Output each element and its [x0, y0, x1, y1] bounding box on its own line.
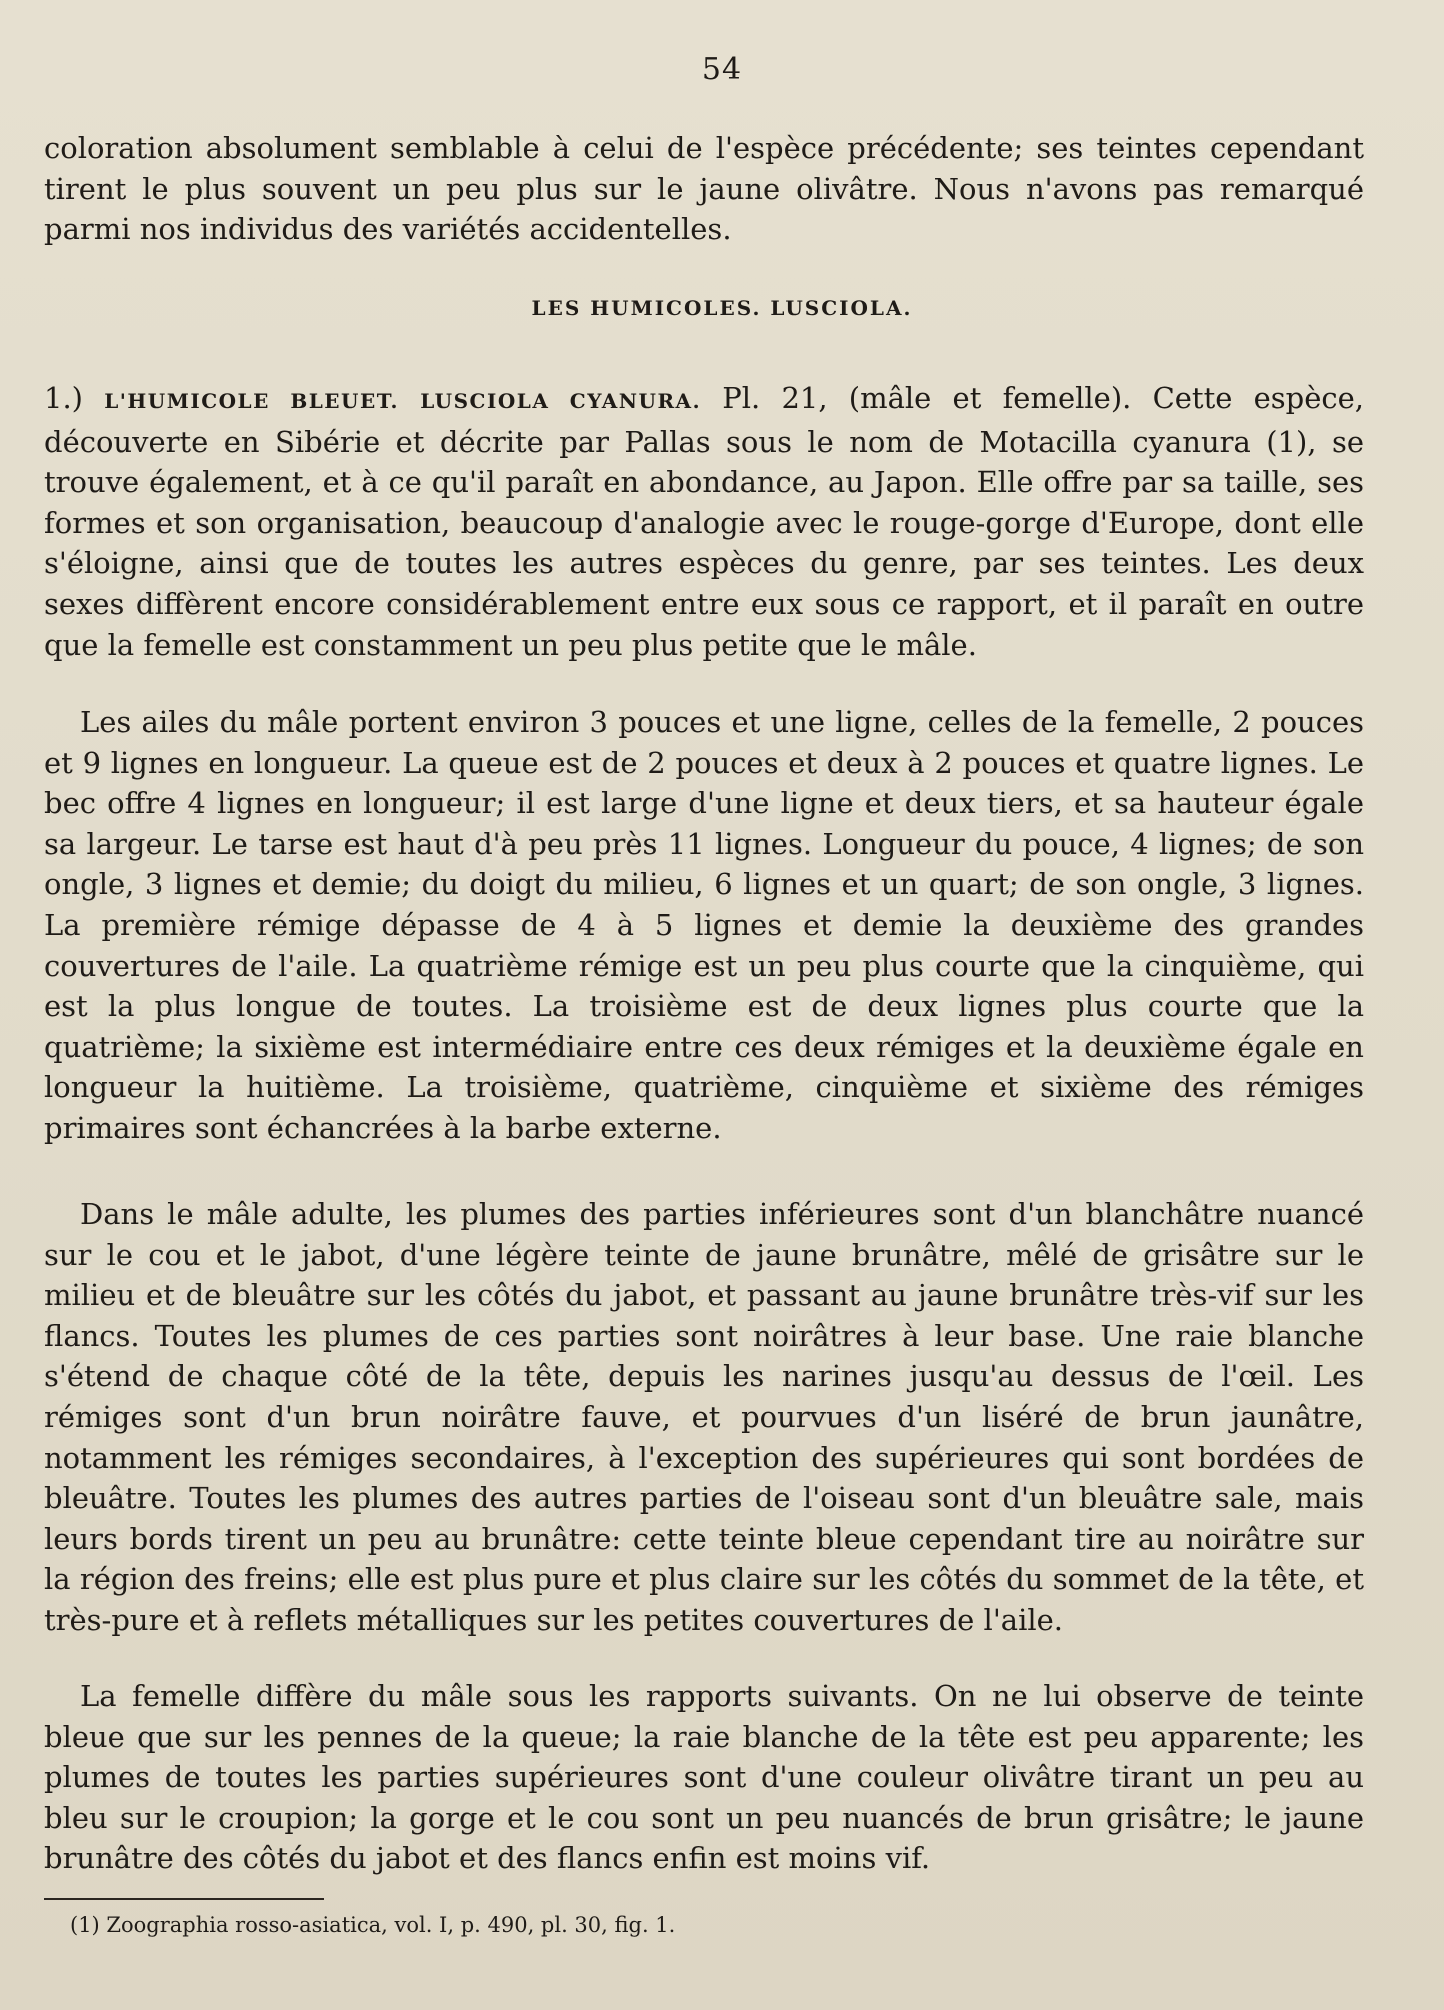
section-heading: LES HUMICOLES. LUSCIOLA. [531, 296, 913, 320]
male-description-paragraph: Dans le mâle adulte, les plumes des parties inférieures sont d'un blanchâtre nuancé sur le cou et le jabot, d'une légère teinte de jaune brunâtre, mêlé de grisâtre sur le milieu et de bleuâtre sur les côtés du jabot, et passant au jaune brunâtre très-vif sur les flancs. Toutes les plumes de ces parties sont noirâtres à leur base. Une raie blanche s'étend de chaque côté de la tête, depuis les narines jusqu'au dessus de l'œil. Les rémiges sont d'un brun noirâtre fauve, et pourvues d'un liséré de brun jaunâtre, notamment les rémiges secondaires, à l'exception des supérieures qui sont bordées de bleuâtre. Toutes les plumes des autres parties de l'oiseau sont d'un bleuâtre sale, mais leurs bords tirent un peu au brunâtre: cette teinte bleue cependant tire au noirâtre sur la région des freins; elle est plus pure et plus claire sur les côtés du sommet de la tête, et très-pure et à reflets métalliques sur les petites couvertures de l'aile. [44, 1197, 1364, 1637]
intro-paragraph: coloration absolument semblable à celui de l'espèce précédente; ses teintes cependant tirent le plus souvent un peu plus sur le jaune olivâtre. Nous n'avons pas remarqué parmi nos individus des variétés accidentelles. [44, 131, 1364, 247]
species-entry [44, 378, 1364, 665]
species-description: Pl. 21, (mâle et femelle). Cette espèce, découverte en Sibérie et décrite par Pallas sous le nom de Motacilla cyanura (1), se trouve également, et à ce qu'il paraît en abondance, au Japon. Elle offre par sa taille, ses formes et son organisation, beaucoup d'analogie avec le rouge-gorge d'Europe, dont elle s'éloigne, ainsi que de toutes les autres espèces du genre, par ses teintes. Les deux sexes diffèrent encore considérablement entre eux sous ce rapport, et il paraît en outre que la femelle est constamment un peu plus petite que le mâle. [44, 381, 1365, 662]
species-number: 1.) [44, 381, 83, 415]
footnote-divider [44, 1898, 324, 1900]
footnote: (1) Zoographia rosso-asiatica, vol. I, p. 490, pl. 30, fig. 1. [70, 1913, 676, 1937]
male-description-block [44, 1194, 1364, 1641]
intro-paragraph-block [44, 128, 1364, 250]
page-number: 54 [701, 52, 743, 87]
measurements-paragraph-block [44, 702, 1364, 1149]
species-common-name: L'HUMICOLE BLEUET. [104, 389, 399, 413]
species-latin-name: LUSCIOLA CYANURA. [420, 389, 702, 413]
female-description-block [44, 1676, 1364, 1879]
female-description-paragraph: La femelle diffère du mâle sous les rapports suivants. On ne lui observe de teinte bleue que sur les pennes de la queue; la raie blanche de la tête est peu apparente; les plumes de toutes les parties supérieures sont d'une couleur olivâtre tirant un peu au bleu sur le croupion; la gorge et le cou sont un peu nuancés de brun grisâtre; le jaune brunâtre des côtés du jabot et des flancs enfin est moins vif. [44, 1679, 1364, 1876]
species-entry-block [44, 378, 1364, 665]
measurements-paragraph: Les ailes du mâle portent environ 3 pouces et une ligne, celles de la femelle, 2 pouces et 9 lignes en longueur. La queue est de 2 pouces et deux à 2 pouces et quatre lignes. Le bec offre 4 lignes en longueur; il est large d'une ligne et deux tiers, et sa hauteur égale sa largeur. Le tarse est haut d'à peu près 11 lignes. Longueur du pouce, 4 lignes; de son ongle, 3 lignes et demie; du doigt du milieu, 6 lignes et un quart; de son ongle, 3 lignes. La première rémige dépasse de 4 à 5 lignes et demie la deuxième des grandes couvertures de l'aile. La quatrième rémige est un peu plus courte que la cinquième, qui est la plus longue de toutes. La troisième est de deux lignes plus courte que la quatrième; la sixième est intermédiaire entre ces deux rémiges et la deuxième égale en longueur la huitième. La troisième, quatrième, cinquième et sixième des rémiges primaires sont échancrées à la barbe externe. [44, 705, 1364, 1145]
